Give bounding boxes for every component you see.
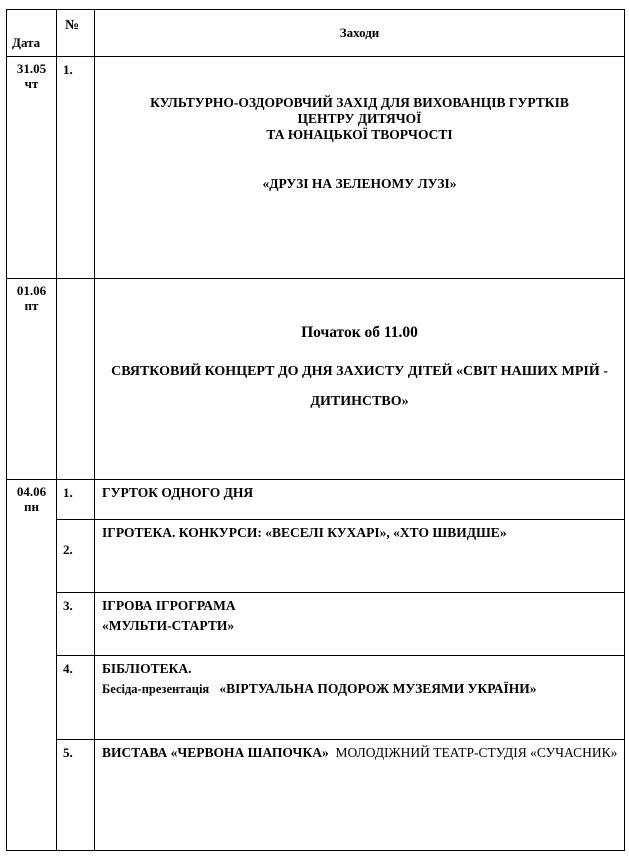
- schedule-table: [6, 9, 625, 851]
- event-cell: [95, 279, 625, 480]
- item-number: 4.: [57, 656, 95, 740]
- item-number: 2.: [57, 520, 95, 593]
- event-title: «ВІРТУАЛЬНА ПОДОРОЖ МУЗЕЯМИ УКРАЇНИ»: [219, 681, 537, 696]
- event-line: «МУЛЬТИ-СТАРТИ»: [102, 618, 235, 633]
- event-title: СВЯТКОВИЙ КОНЦЕРТ ДО ДНЯ ЗАХИСТУ ДІТЕЙ «СВІТ НАШИХ МРІЙ - ДИТИНСТВО»: [111, 364, 608, 409]
- event-line: ЦЕНТРУ ДИТЯЧОЇ: [297, 111, 422, 126]
- event-cell: [95, 57, 625, 279]
- schedule-document: [6, 9, 624, 851]
- weekday: пт: [24, 298, 39, 313]
- event-cell: [95, 740, 625, 851]
- event-title: ІГРОТЕКА. КОНКУРСИ: «ВЕСЕЛІ КУХАРІ», «ХТО ШВИДШЕ»: [95, 520, 625, 593]
- event-title: ГУРТОК ОДНОГО ДНЯ: [95, 480, 625, 520]
- date-value: 01.06: [16, 283, 47, 298]
- date-cell: [7, 279, 57, 480]
- weekday: чт: [24, 76, 39, 91]
- header-number: №: [57, 10, 95, 57]
- header-row: [7, 10, 625, 57]
- item-number: [57, 279, 95, 480]
- item-number: 3.: [57, 593, 95, 656]
- event-venue: МОЛОДІЖНИЙ ТЕАТР-СТУДІЯ «СУЧАСНИК»: [335, 745, 618, 760]
- item-number: 1.: [57, 480, 95, 520]
- weekday: пн: [24, 499, 39, 514]
- date-cell: [7, 57, 57, 279]
- event-line: ІГРОВА ІГРОГРАМА: [102, 598, 236, 613]
- table-row: [7, 593, 625, 656]
- date-value: 04.06: [16, 484, 47, 499]
- header-events: Заходи: [95, 10, 625, 57]
- table-row: [7, 57, 625, 279]
- event-line: КУЛЬТУРНО-ОЗДОРОВЧИЙ ЗАХІД ДЛЯ ВИХОВАНЦІВ ГУРТКІВ: [150, 95, 569, 110]
- table-row: [7, 520, 625, 593]
- event-title: ВИСТАВА «ЧЕРВОНА ШАПОЧКА»: [102, 745, 329, 760]
- event-type: Бесіда-презентація: [102, 682, 210, 696]
- table-row: [7, 480, 625, 520]
- event-line: БІБЛІОТЕКА.: [102, 661, 192, 676]
- item-number: 5.: [57, 740, 95, 851]
- event-line: ТА ЮНАЦЬКОЇ ТВОРЧОСТІ: [266, 127, 453, 142]
- event-description: [102, 679, 620, 699]
- event-title: «ДРУЗІ НА ЗЕЛЕНОМУ ЛУЗІ»: [262, 176, 457, 191]
- event-cell: [95, 593, 625, 656]
- event-cell: [95, 656, 625, 740]
- table-row: [7, 279, 625, 480]
- date-value: 31.05: [16, 61, 47, 76]
- date-cell: [7, 480, 57, 851]
- table-row: [7, 656, 625, 740]
- item-number: 1.: [57, 57, 95, 279]
- table-row: [7, 740, 625, 851]
- header-date: Дата: [7, 10, 57, 57]
- start-time: Початок об 11.00: [301, 324, 418, 341]
